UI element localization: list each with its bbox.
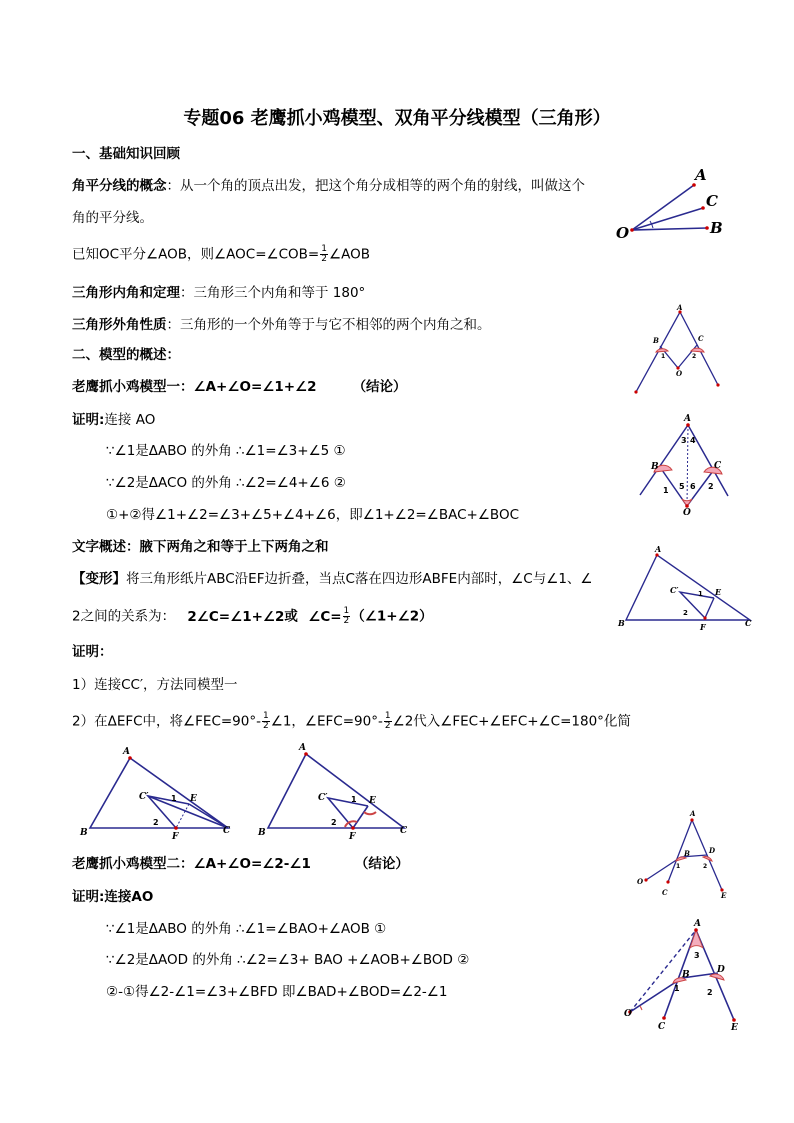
label-a: A	[684, 414, 691, 424]
label-2: 2	[153, 818, 159, 827]
label-o: O	[624, 1009, 632, 1019]
label-b: B	[651, 462, 659, 472]
model1-conclusion: （结论）	[352, 379, 407, 395]
model1-proof-line-1: ∵∠1是ΔABO 的外角 ∴∠1=∠3+∠5 ①	[106, 443, 346, 459]
model1-proof-lead-text: 连接 AO	[104, 412, 156, 428]
exterior-text: ：三角形的一个外角等于与它不相邻的两个内角之和。	[166, 317, 491, 333]
label-f: F	[349, 832, 356, 842]
label-c: C	[706, 192, 718, 210]
label-f: F	[172, 832, 179, 842]
fraction-num: 1	[321, 244, 327, 254]
label-b: B	[258, 828, 266, 838]
variant-step-1: 1）连接CC′，方法同模型一	[72, 677, 238, 693]
label-b: B	[684, 849, 690, 858]
section-heading-1: 一、基础知识回顾	[72, 146, 180, 162]
label-a: A	[694, 919, 701, 929]
label-2: 2	[331, 818, 337, 827]
variant-step-2-b: ∠1，∠EFC=90°-	[270, 713, 383, 730]
bisector-label: 角平分线的概念	[72, 178, 167, 194]
model2-proof-label: 证明:	[72, 889, 105, 905]
model1-proof-line-3: ①+②得∠1+∠2=∠3+∠5+∠4+∠6，即∠1+∠2=∠BAC+∠BOC	[106, 507, 520, 523]
variant-relation-2-pre: ∠C=	[308, 608, 342, 625]
fraction-den: 2	[321, 254, 327, 264]
label-b: B	[618, 618, 625, 628]
label-d: D	[709, 846, 716, 855]
label-5: 5	[679, 482, 685, 491]
model1-proof-label: 证明:	[72, 412, 105, 428]
label-2: 2	[683, 609, 688, 617]
label-1: 1	[351, 795, 357, 804]
label-c-prime: C′	[139, 792, 149, 802]
label-1: 1	[171, 794, 177, 803]
label-a: A	[299, 743, 306, 753]
model2-proof-line-2: ∵∠2是ΔAOD 的外角 ∴∠2=∠3+ BAO +∠AOB+∠BOD ②	[106, 952, 470, 968]
label-o: O	[676, 369, 683, 378]
fraction-num: 1	[384, 711, 391, 721]
label-o: O	[616, 224, 630, 242]
variant-relation-2-post: （∠1+∠2）	[351, 608, 433, 625]
variant-step-2-c: ∠2代入∠FEC+∠EFC+∠C=180°化简	[392, 713, 631, 730]
label-b: B	[682, 970, 690, 980]
label-e: E	[190, 794, 197, 804]
model1-heading-text: 老鹰抓小鸡模型一：∠A+∠O=∠1+∠2	[72, 379, 317, 395]
variant-or: 或	[284, 608, 298, 625]
label-2: 2	[692, 353, 697, 360]
label-c: C	[745, 618, 752, 628]
known-text-pre: 已知OC平分∠AOB，则∠AOC=∠COB=	[72, 246, 320, 263]
fraction-den: 2	[262, 721, 269, 731]
model1-summary: 文字概述：腋下两角之和等于上下两角之和	[72, 539, 329, 555]
label-b: B	[80, 828, 88, 838]
label-a: A	[123, 747, 130, 757]
triangle-sum-text: ：三角形三个内角和等于 180°	[180, 285, 366, 301]
exterior-label: 三角形外角性质	[72, 317, 167, 333]
label-3: 3	[681, 436, 687, 445]
label-e: E	[731, 1023, 738, 1033]
label-a: A	[695, 166, 707, 184]
bisector-text-2: 角的平分线。	[72, 210, 153, 226]
model2-proof-line-1: ∵∠1是ΔABO 的外角 ∴∠1=∠BAO+∠AOB ①	[106, 921, 387, 937]
label-c-prime: C′	[318, 793, 328, 803]
bisector-text-1: ：从一个角的顶点出发，把这个角分成相等的两个角的射线，叫做这个	[166, 178, 585, 194]
label-2: 2	[708, 482, 714, 491]
triangle-sum-label: 三角形内角和定理	[72, 285, 180, 301]
label-2: 2	[703, 863, 708, 870]
known-text-post: ∠AOB	[328, 246, 370, 263]
model2-conclusion: （结论）	[354, 856, 409, 872]
label-f: F	[700, 622, 706, 632]
label-c: C	[662, 888, 668, 897]
label-a: A	[677, 303, 683, 312]
label-o: O	[637, 877, 644, 886]
label-d: D	[717, 965, 725, 975]
model2-proof-line-3: ②-①得∠2-∠1=∠3+∠BFD 即∠BAD+∠BOD=∠2-∠1	[106, 984, 448, 1000]
label-c: C	[223, 826, 231, 836]
label-3: 3	[694, 951, 700, 960]
label-o: O	[683, 508, 691, 518]
variant-proof-label: 证明：	[72, 644, 113, 660]
variant-text-1-body: 将三角形纸片ABC沿EF边折叠，当点C落在四边形ABFE内部时，∠C与∠1、∠	[126, 571, 593, 587]
model2-proof-lead-text: 连接AO	[104, 889, 154, 905]
variant-label: 【变形】	[72, 571, 126, 587]
label-1: 1	[698, 590, 703, 598]
fraction-den: 2	[343, 616, 350, 626]
fraction-den: 2	[384, 721, 391, 731]
label-c-prime: C′	[670, 585, 679, 595]
label-2: 2	[707, 988, 713, 997]
label-1: 1	[674, 984, 680, 993]
model1-proof-line-2: ∵∠2是ΔACO 的外角 ∴∠2=∠4+∠6 ②	[106, 475, 346, 491]
label-6: 6	[690, 482, 696, 491]
variant-relation-lead: 2之间的关系为：	[72, 608, 176, 625]
page-title: 专题06 老鹰抓小鸡模型、双角平分线模型（三角形）	[183, 108, 611, 129]
label-e: E	[721, 891, 727, 900]
model2-heading-text: 老鹰抓小鸡模型二：∠A+∠O=∠2-∠1	[72, 856, 311, 872]
variant-relation-1: 2∠C=∠1+∠2	[187, 608, 285, 625]
label-a: A	[690, 809, 696, 818]
section-heading-2: 二、模型的概述：	[72, 347, 180, 363]
label-1: 1	[663, 486, 669, 495]
fraction-num: 1	[262, 711, 269, 721]
label-c: C	[658, 1022, 666, 1032]
label-1: 1	[661, 353, 666, 360]
label-c: C	[714, 461, 722, 471]
label-b: B	[710, 219, 723, 237]
label-1: 1	[676, 863, 681, 870]
label-4: 4	[690, 436, 696, 445]
label-c: C	[698, 334, 704, 343]
label-c: C	[400, 826, 408, 836]
variant-step-2-a: 2）在ΔEFC中，将∠FEC=90°-	[72, 713, 261, 730]
label-e: E	[715, 587, 722, 597]
fraction-num: 1	[343, 606, 350, 616]
label-e: E	[369, 796, 376, 806]
label-a: A	[655, 544, 662, 554]
label-b: B	[653, 336, 659, 345]
